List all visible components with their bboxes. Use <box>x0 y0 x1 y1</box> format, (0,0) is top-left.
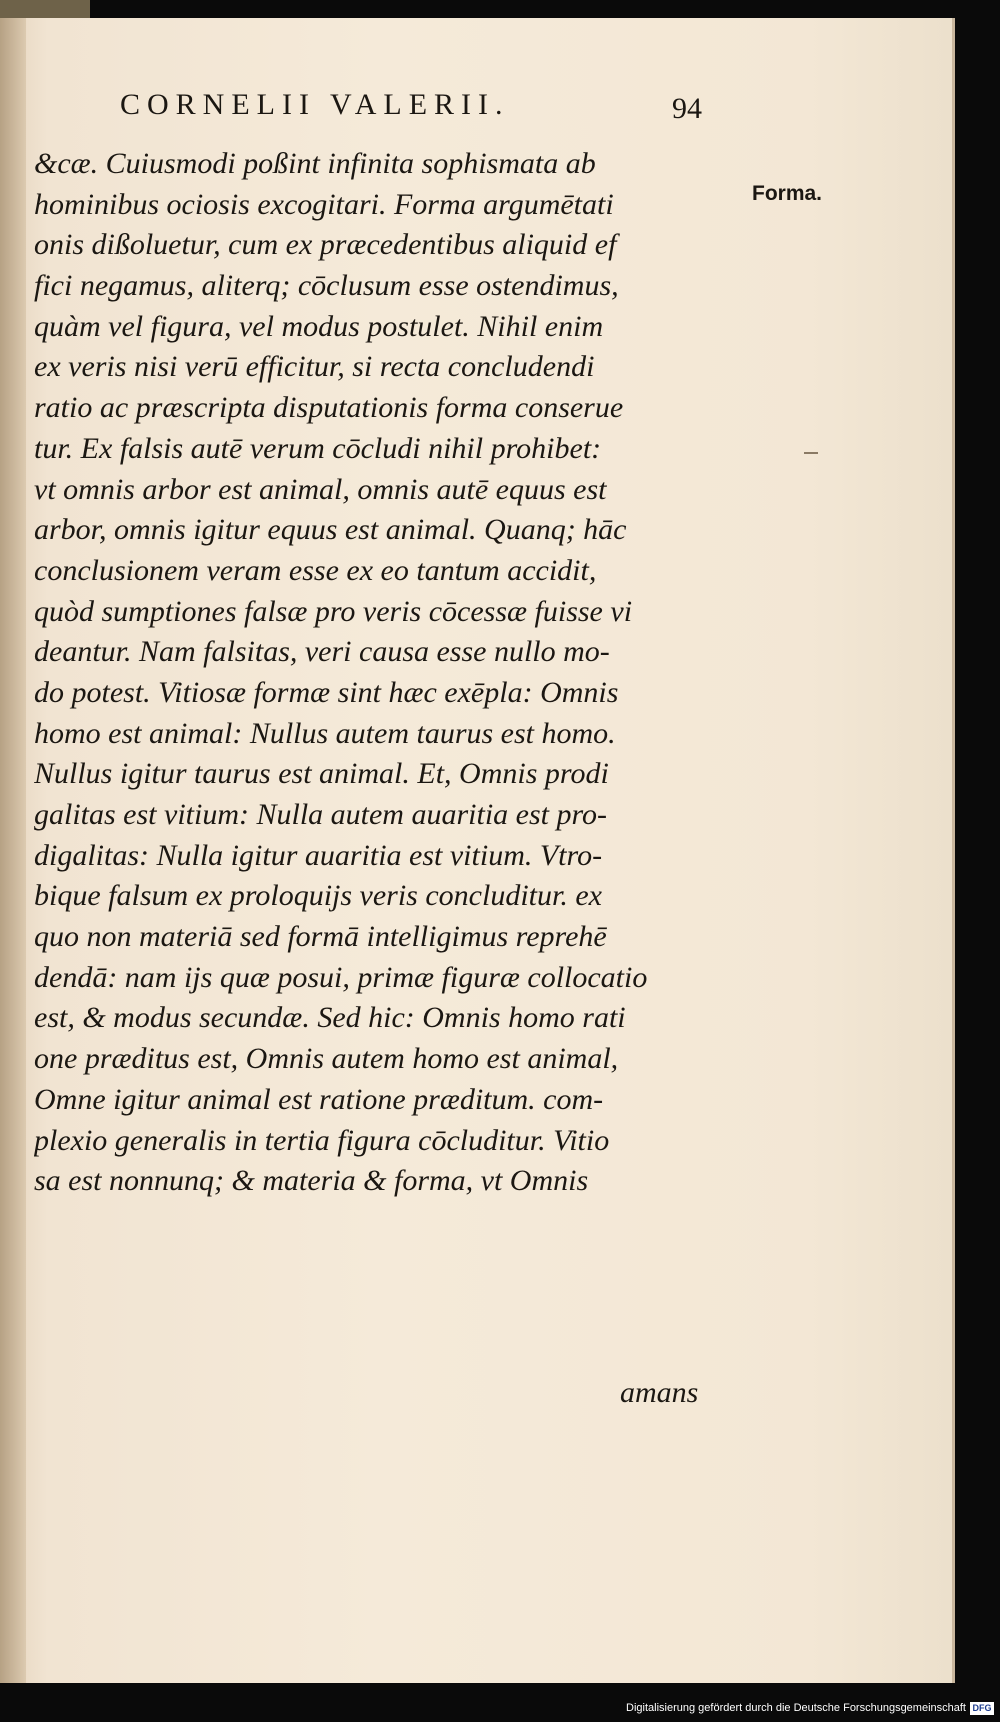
text-line: sa est nonnunq; & materia & forma, vt Omnis <box>34 1164 589 1198</box>
text-line: ratio ac præscripta disputationis forma conserue <box>34 391 624 425</box>
margin-dash-mark <box>804 452 818 454</box>
catchword: amans <box>620 1376 699 1409</box>
text-line: dendā: nam ijs quæ posui, primæ figuræ collocatio <box>34 960 648 994</box>
dfg-logo: DFG <box>970 1702 994 1715</box>
running-header: CORNELII VALERII. <box>120 88 510 121</box>
text-line: onis dißoluetur, cum ex præcedentibus aliquid ef <box>34 228 617 262</box>
text-line: quàm vel figura, vel modus postulet. Nihil enim <box>34 309 604 343</box>
text-line: arbor, omnis igitur equus est animal. Quanq; hāc <box>34 513 627 547</box>
text-line: do potest. Vitiosæ formæ sint hæc exēpla: Omnis <box>34 675 619 709</box>
text-line: quòd sumptiones falsæ pro veris cōcessæ fuisse vi <box>34 594 633 628</box>
text-line: plexio generalis in tertia figura cōcluditur. Vitio <box>34 1123 610 1157</box>
text-line: galitas est vitium: Nulla autem auaritia est pro- <box>34 798 608 831</box>
text-line: deantur. Nam falsitas, veri causa esse nullo mo- <box>34 635 610 669</box>
margin-note: Forma. <box>752 182 823 205</box>
page-number: 94 <box>672 92 702 125</box>
text-line: digalitas: Nulla igitur auaritia est vitium. Vtro- <box>34 838 603 872</box>
text-line: vt omnis arbor est animal, omnis autē equus est <box>34 472 607 506</box>
text-line: ex veris nisi verū efficitur, si recta concludendi <box>34 350 595 384</box>
text-line: one præditus est, Omnis autem homo est animal, <box>34 1042 619 1076</box>
text-line: homo est animal: Nullus autem taurus est homo. <box>34 716 616 750</box>
text-line: Nullus igitur taurus est animal. Et, Omnis prodi <box>34 757 609 791</box>
text-line: bique falsum ex proloquijs veris concluditur. ex <box>34 879 602 913</box>
text-line: tur. Ex falsis autē verum cōcludi nihil prohibet: <box>34 431 602 465</box>
text-line: fici negamus, aliterq; cōclusum esse ostendimus, <box>34 269 619 303</box>
text-line: hominibus ociosis excogitari. Forma argumētati <box>34 187 614 221</box>
text-line: quo non materiā sed formā intelligimus reprehē <box>34 920 607 954</box>
text-line: &cæ. Cuiusmodi poßint infinita sophismata ab <box>34 147 596 180</box>
text-line: est, & modus secundæ. Sed hic: Omnis homo rati <box>34 1001 626 1035</box>
text-line: conclusionem veram esse ex eo tantum accidit, <box>34 553 597 587</box>
body-text <box>34 144 746 1202</box>
text-line: Omne igitur animal est ratione præditum. com- <box>34 1082 604 1116</box>
page-gutter-shadow <box>0 18 26 1683</box>
funding-credit: Digitalisierung gefördert durch die Deutsche Forschungsgemeinschaft <box>626 1702 966 1714</box>
